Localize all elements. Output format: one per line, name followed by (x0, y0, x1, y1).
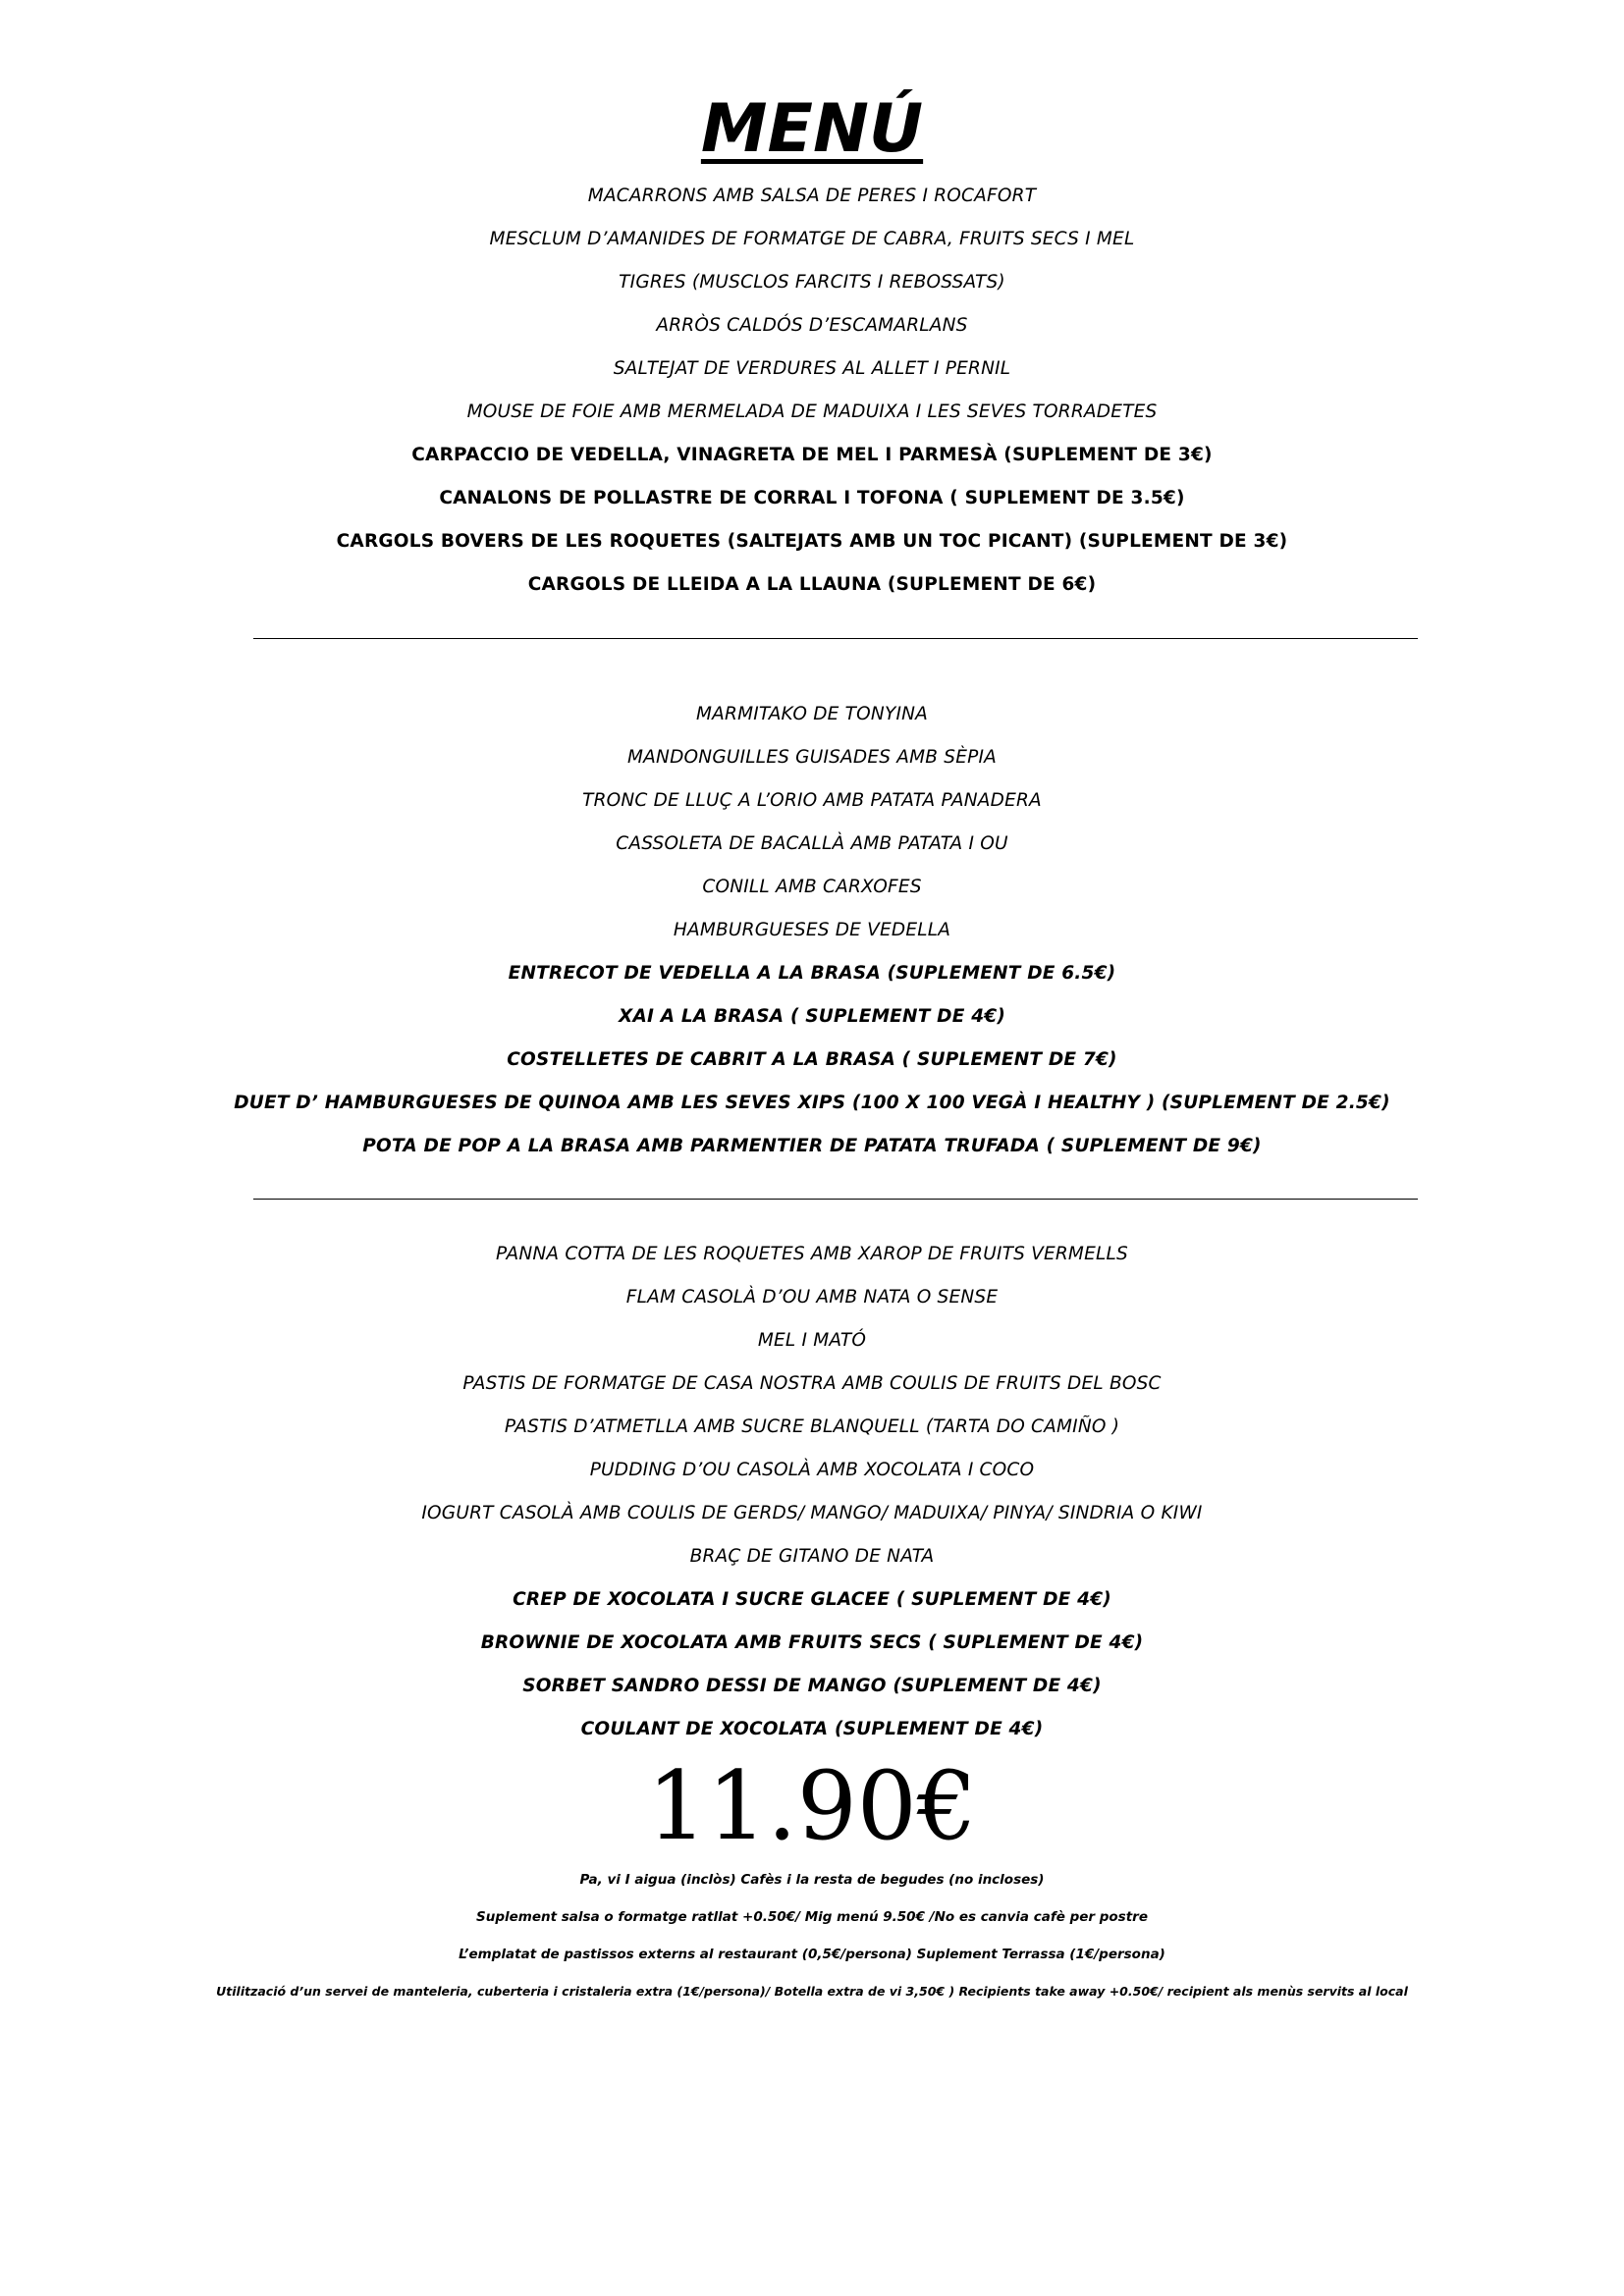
menu-item: MARMITAKO DE TONYINA (696, 704, 928, 724)
page-title: MENÚ (700, 90, 924, 168)
menu-notes (0, 1861, 1624, 2010)
menu-item-supplement: ENTRECOT DE VEDELLA A LA BRASA (SUPLEMENT DE 6.5€) (508, 963, 1116, 984)
menu-item-supplement: CANALONS DE POLLASTRE DE CORRAL I TOFONA ( SUPLEMENT DE 3.5€) (439, 488, 1185, 508)
menu-item-supplement: DUET D’ HAMBURGUESES DE QUINOA AMB LES SEVES XIPS (100 X 100 VEGÀ I HEALTHY ) (SUPLEMENT DE 2.5€) (234, 1093, 1390, 1113)
section-divider (253, 1199, 1418, 1200)
menu-item: HAMBURGUESES DE VEDELLA (673, 920, 951, 940)
menu-item: MESCLUM D’AMANIDES DE FORMATGE DE CABRA, FRUITS SECS I MEL (489, 229, 1135, 249)
menu-item-supplement: BROWNIE DE XOCOLATA AMB FRUITS SECS ( SUPLEMENT DE 4€) (480, 1632, 1144, 1653)
note-line: L’emplatat de pastissos externs al restaurant (0,5€/persona) Suplement Terrassa (1€/persona) (459, 1947, 1165, 1962)
menu-item-supplement: CARGOLS DE LLEIDA A LA LLAUNA (SUPLEMENT DE 6€) (527, 574, 1097, 595)
menu-price: 11.90€ (647, 1751, 977, 1861)
section-divider (253, 638, 1418, 639)
menu-item: PASTIS DE FORMATGE DE CASA NOSTRA AMB COULIS DE FRUITS DEL BOSC (462, 1373, 1162, 1394)
menu-item: MEL I MATÓ (757, 1330, 867, 1351)
menu-item: CASSOLETA DE BACALLÀ AMB PATATA I OU (616, 833, 1008, 854)
note-line: Suplement salsa o formatge ratllat +0.50€/ Mig menú 9.50€ /No es canvia cafè per postre (476, 1909, 1148, 1925)
menu-item-supplement: CARPACCIO DE VEDELLA, VINAGRETA DE MEL I PARMESÀ (SUPLEMENT DE 3€) (411, 445, 1213, 465)
menu-item: PUDDING D’OU CASOLÀ AMB XOCOLATA I COCO (589, 1460, 1035, 1480)
menu-item-supplement: CARGOLS BOVERS DE LES ROQUETES (SALTEJATS AMB UN TOC PICANT) (SUPLEMENT DE 3€) (336, 531, 1288, 552)
menu-item: PANNA COTTA DE LES ROQUETES AMB XAROP DE FRUITS VERMELLS (496, 1244, 1128, 1264)
menu-item-supplement: XAI A LA BRASA ( SUPLEMENT DE 4€) (618, 1006, 1005, 1027)
menu-item: MACARRONS AMB SALSA DE PERES I ROCAFORT (587, 186, 1037, 206)
menu-item-supplement: POTA DE POP A LA BRASA AMB PARMENTIER DE PATATA TRUFADA ( SUPLEMENT DE 9€) (362, 1136, 1262, 1156)
menu-item: TRONC DE LLUÇ A L’ORIO AMB PATATA PANADERA (582, 790, 1042, 811)
menu-item: PASTIS D’ATMETLLA AMB SUCRE BLANQUELL (TARTA DO CAMIÑO ) (504, 1416, 1120, 1437)
note-line: Pa, vi I aigua (inclòs) Cafès i la resta de begudes (no incloses) (579, 1872, 1045, 1888)
menu-item: FLAM CASOLÀ D’OU AMB NATA O SENSE (625, 1287, 999, 1308)
menu-item-supplement: SORBET SANDRO DESSI DE MANGO (SUPLEMENT DE 4€) (522, 1676, 1102, 1696)
menu-item: CONILL AMB CARXOFES (702, 877, 922, 897)
note-line: Utilització d’un servei de manteleria, cuberteria i cristaleria extra (1€/persona)/ Botella extra de vi 3,50€ ) Recipients take away +0.50€/ recipient als menùs servits al local (216, 1984, 1408, 1999)
menu-item-supplement: CREP DE XOCOLATA I SUCRE GLACEE ( SUPLEMENT DE 4€) (513, 1589, 1111, 1610)
menu-item: TIGRES (MUSCLOS FARCITS I REBOSSATS) (619, 272, 1005, 293)
menu-item: IOGURT CASOLÀ AMB COULIS DE GERDS/ MANGO/ MADUIXA/ PINYA/ SINDRIA O KIWI (421, 1503, 1203, 1523)
menu-item-supplement: COSTELLETES DE CABRIT A LA BRASA ( SUPLEMENT DE 7€) (507, 1049, 1117, 1070)
mains-section (0, 693, 1624, 1168)
menu-item: MOUSE DE FOIE AMB MERMELADA DE MADUIXA I LES SEVES TORRADETES (466, 401, 1158, 422)
menu-item: ARRÒS CALDÓS D’ESCAMARLANS (656, 315, 968, 336)
desserts-section (0, 1233, 1624, 1751)
menu-item: MANDONGUILLES GUISADES AMB SÈPIA (627, 747, 997, 768)
menu-item-supplement: COULANT DE XOCOLATA (SUPLEMENT DE 4€) (580, 1719, 1044, 1739)
starters-section (0, 175, 1624, 607)
menu-item: BRAÇ DE GITANO DE NATA (689, 1546, 935, 1567)
menu-item: SALTEJAT DE VERDURES AL ALLET I PERNIL (613, 358, 1011, 379)
